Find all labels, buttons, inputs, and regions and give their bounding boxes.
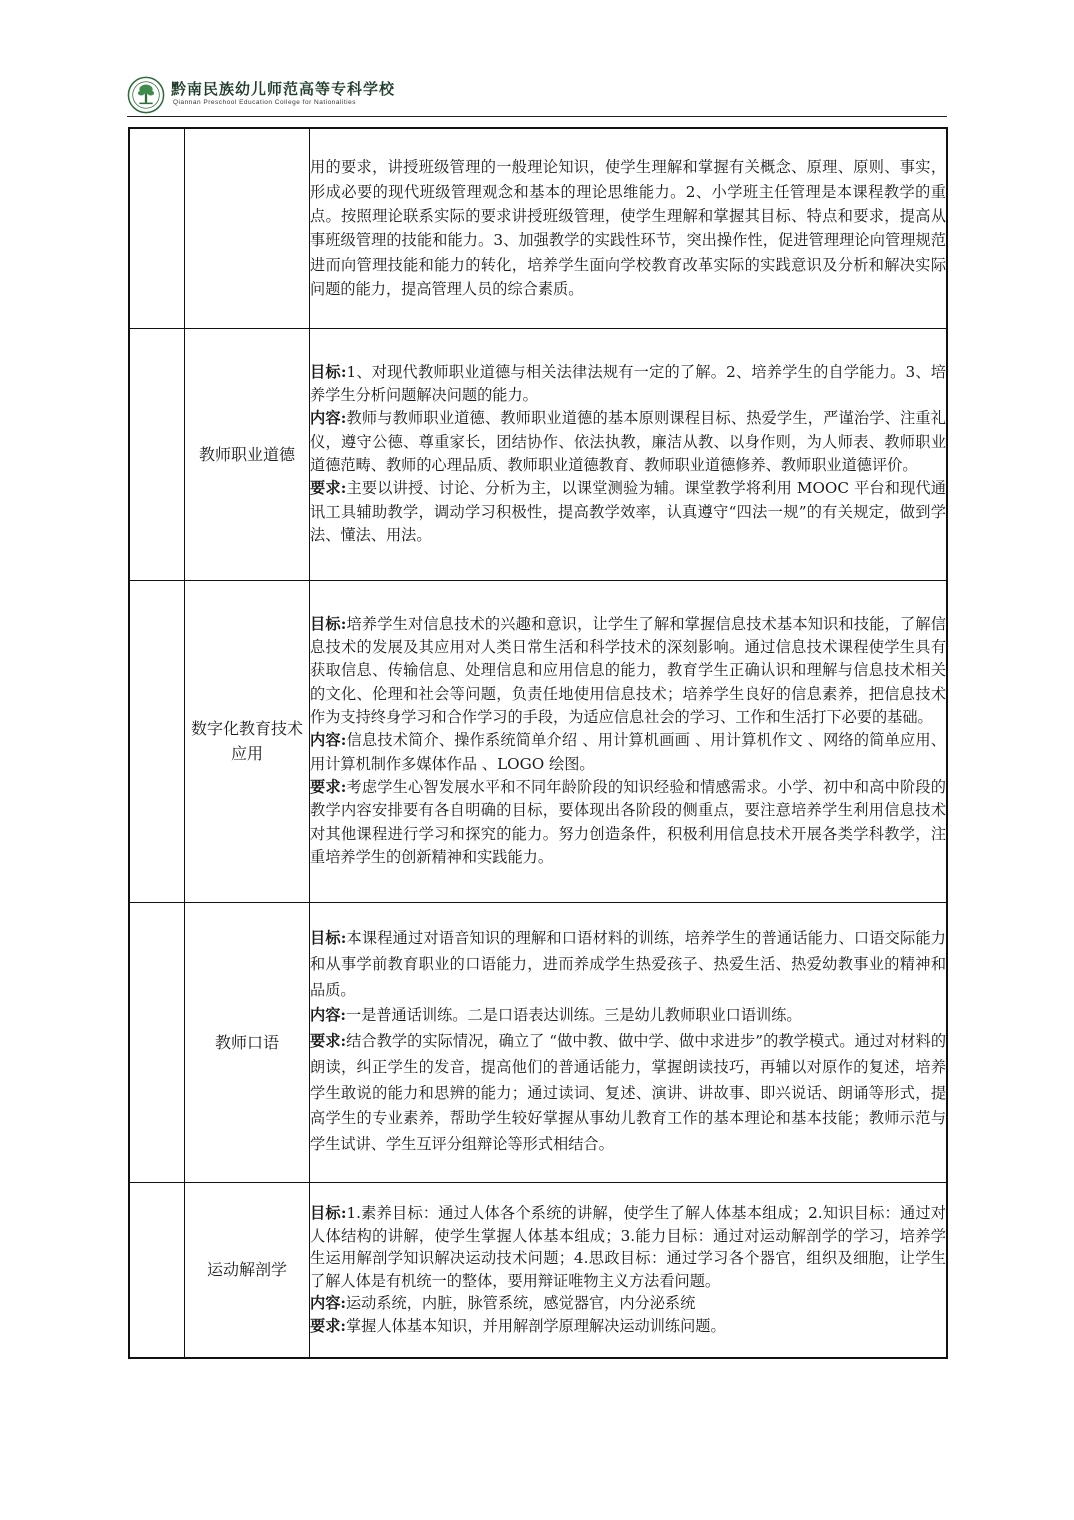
paragraph-label: 目标: (310, 614, 347, 633)
paragraph-text: 教师与教师职业道德、教师职业道德的基本原则课程目标、热爱学生，严谨治学、注重礼仪，遵守公德、尊重家长，团结协作、依法执教，廉洁从教、以身作则，为人师表、教师职业道德范畴、教师的心理品质、教师职业道德教育、教师职业道德修养、教师职业道德评价。 (310, 409, 946, 474)
table-row (129, 1182, 947, 1358)
paragraph-text: 掌握人体基本知识，并用解剖学原理解决运动训练问题。 (345, 1316, 726, 1335)
table-row (129, 128, 947, 328)
paragraph-label: 内容: (310, 731, 347, 750)
course-name-cell: 教师口语 (185, 902, 310, 1182)
course-name-cell: 数字化教育技术应用 (185, 580, 310, 902)
description-paragraph (310, 407, 946, 477)
paragraph-label: 内容: (310, 1006, 346, 1025)
description-paragraph (310, 361, 946, 408)
paragraph-label: 要求: (310, 777, 347, 796)
row-index-cell (129, 580, 185, 902)
paragraph-text: 培养学生对信息技术的兴趣和意识，让学生了解和掌握信息技术基本知识和技能，了解信息技术的发展及其应用对人类日常生活和科学技术的深刻影响。通过信息技术课程使学生具有获取信息、传输信息、处理信息和应用信息的能力，教育学生正确认识和理解与信息技术相关的文化、伦理和社会等问题，负责任地使用信息技术；培养学生良好的信息素养，把信息技术作为支持终身学习和合作学习的手段，为适应信息社会的学习、工作和生活打下必要的基础。 (310, 614, 946, 727)
paragraph-text: 考虑学生心智发展水平和不同年龄阶段的知识经验和情感需求。小学、初中和高中阶段的教学内容安排要有各自明确的目标，要体现出各阶段的侧重点，要注意培养学生利用信息技术对其他课程进行学习和探究的能力。努力创造条件，积极利用信息技术开展各类学科教学，注重培养学生的创新精神和实践能力。 (310, 777, 946, 866)
description-paragraph (310, 1292, 946, 1315)
description-paragraph (310, 613, 946, 729)
course-description-cell (310, 1182, 948, 1358)
row-index-cell (129, 128, 185, 328)
description-paragraph (310, 776, 946, 869)
paragraph-label: 内容: (310, 409, 347, 428)
paragraph-label: 要求: (310, 1032, 347, 1051)
school-name-en: Qiannan Preschool Education College for Nationalities (173, 99, 356, 106)
paragraph-text: 结合教学的实际情况，确立了 “做中教、做中学、做中求进步”的教学模式。通过对材料的朗读，纠正学生的发音，提高他们的普通话能力，掌握朗读技巧，再辅以对原作的复述，培养学生敢说的能力和思辨的能力；通过读词、复述、演讲、讲故事、即兴说话、朗诵等形式，提高学生的专业素养，帮助学生较好掌握从事幼儿教育工作的基本理论和基本技能；教师示范与学生试讲、学生互评分组辩论等形式相结合。 (310, 1032, 947, 1154)
paragraph-text: 运动系统，内脏，脉管系统，感觉器官，内分泌系统 (345, 1294, 696, 1313)
description-paragraph (310, 1315, 946, 1338)
paragraph-text: 主要以讲授、讨论、分析为主，以课堂测验为辅。课堂教学将利用 MOOC 平台和现代通讯工具辅助教学，调动学习积极性，提高教学效率，认真遵守“四法一规”的有关规定，做到学法、懂法、用法。 (310, 479, 946, 544)
row-index-cell (129, 1182, 185, 1358)
paragraph-text: 一是普通话训练。二是口语表达训练。三是幼儿教师职业口语训练。 (345, 1006, 802, 1025)
paragraph-label: 要求: (310, 479, 347, 498)
course-name-cell: 运动解剖学 (185, 1182, 310, 1358)
page-header (127, 72, 947, 114)
school-emblem-icon (127, 76, 165, 114)
description-paragraph (310, 155, 946, 301)
row-index-cell (129, 902, 185, 1182)
paragraph-label: 要求: (310, 1316, 346, 1335)
paragraph-text: 本课程通过对语音知识的理解和口语材料的训练，培养学生的普通话能力、口语交际能力和从事学前教育职业的口语能力，进而养成学生热爱孩子、热爱生活、热爱幼教事业的精神和品质。 (310, 928, 946, 999)
course-description-cell (310, 580, 948, 902)
course-table (128, 127, 948, 1359)
description-paragraph (310, 729, 946, 776)
description-paragraph (310, 1202, 946, 1292)
description-paragraph (310, 1003, 946, 1029)
row-index-cell (129, 328, 185, 580)
table-row (129, 902, 947, 1182)
course-name-cell: 教师职业道德 (185, 328, 310, 580)
course-description-cell (310, 128, 948, 328)
paragraph-label: 目标: (310, 928, 347, 947)
table-row (129, 580, 947, 902)
course-description-cell (310, 902, 948, 1182)
paragraph-label: 目标: (310, 362, 347, 381)
course-description-cell (310, 328, 948, 580)
paragraph-label: 内容: (310, 1294, 346, 1313)
paragraph-text: 1、对现代教师职业道德与相关法律法规有一定的了解。2、培养学生的自学能力。3、培养学生分析问题解决问题的能力。 (310, 362, 946, 405)
paragraph-text: 信息技术简介、操作系统简单介绍 、用计算机画画 、用计算机作文 、网络的简单应用、用计算机制作多媒体作品 、LOGO 绘图。 (310, 731, 946, 773)
school-name-cn: 黔南民族幼儿师范高等专科学校 (171, 80, 396, 98)
paragraph-label: 目标: (310, 1204, 347, 1223)
description-paragraph (310, 926, 946, 1003)
course-name-cell (185, 128, 310, 328)
table-row (129, 328, 947, 580)
paragraph-text: 用的要求，讲授班级管理的一般理论知识，使学生理解和掌握有关概念、原理、原则、事实，形成必要的现代班级管理观念和基本的理论思维能力。2、小学班主任管理是本课程教学的重点。按照理论联系实际的要求讲授班级管理，使学生理解和掌握其目标、特点和要求，提高从事班级管理的技能和能力。3、加强教学的实践性环节，突出操作性，促进管理理论向管理规范进而向管理技能和能力的转化，培养学生面向学校教育改革实际的实践意识及分析和解决实际问题的能力，提高管理人员的综合素质。 (310, 158, 946, 298)
header-divider (127, 116, 947, 117)
paragraph-text: 1.素养目标：通过人体各个系统的讲解，使学生了解人体基本组成；2.知识目标：通过对人体结构的讲解，使学生掌握人体基本组成；3.能力目标：通过对运动解剖学的学习，培养学生运用解剖学知识解决运动技术问题；4.思政目标：通过学习各个器官，组织及细胞，让学生了解人体是有机统一的整体，要用辩证唯物主义方法看问题。 (310, 1204, 946, 1290)
description-paragraph (310, 477, 946, 547)
description-paragraph (310, 1029, 946, 1158)
